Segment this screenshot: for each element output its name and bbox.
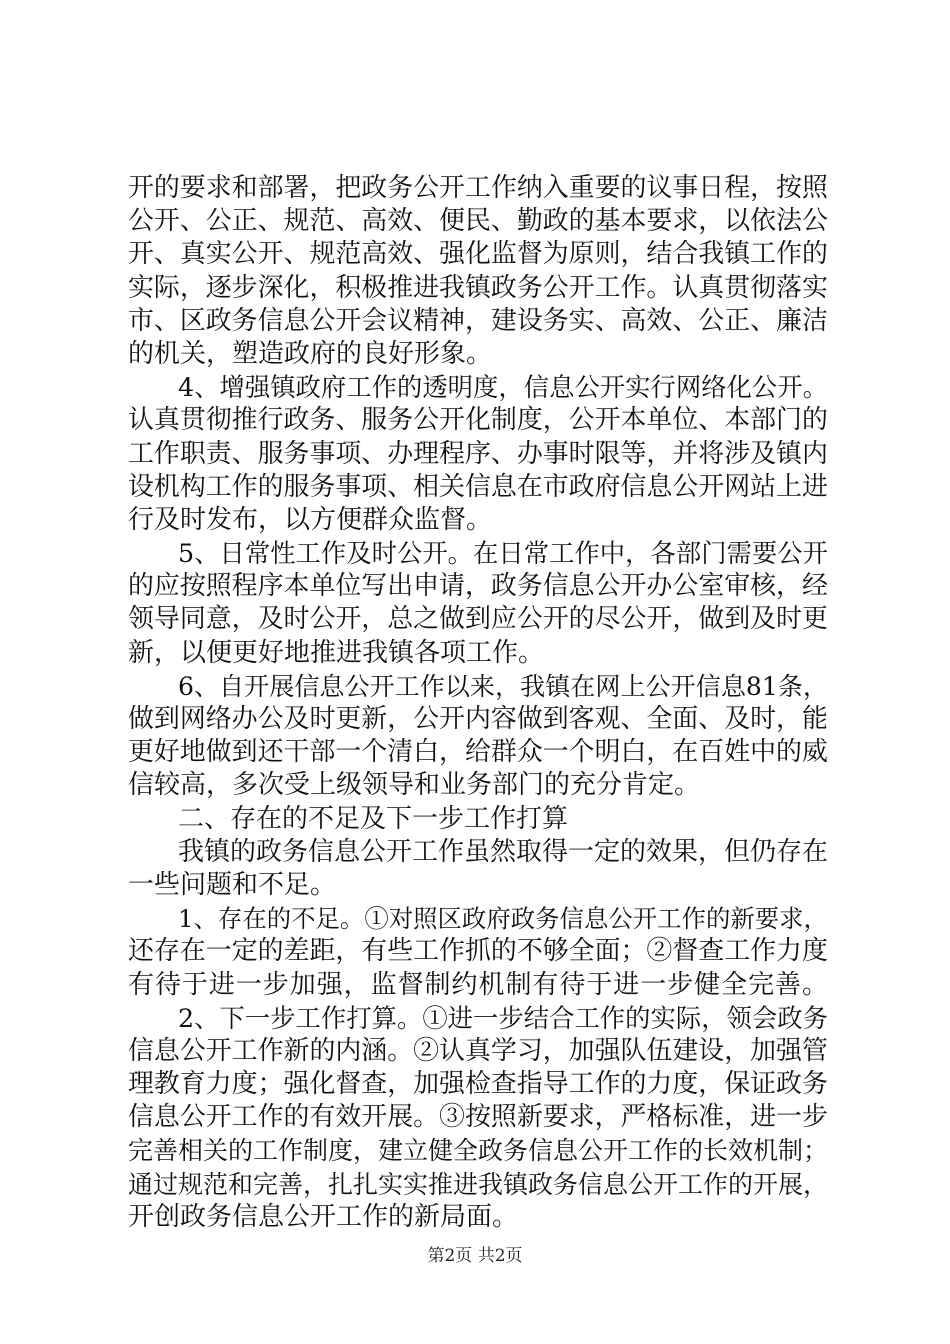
text-line: 的机关，塑造政府的良好形象。 (128, 338, 493, 369)
text-line: 做到网络办公及时更新，公开内容做到客观、全面、及时，能 (128, 704, 828, 734)
text-line: 4、增强镇政府工作的透明度，信息公开实行网络化公开。 (178, 372, 828, 403)
text-line: 有待于进一步加强，监督制约机制有待于进一步健全完善。 (128, 969, 829, 1000)
text-line: 认真贯彻推行政务、服务公开化制度，公开本单位、本部门的 (128, 405, 828, 436)
text-line: 信息公开工作新的内涵。②认真学习，加强队伍建设，加强管 (128, 1035, 828, 1066)
text-line: 一些问题和不足。 (128, 869, 337, 900)
text-line: 更好地做到还干部一个清白，给群众一个明白，在百姓中的威 (128, 737, 828, 768)
text-line: 设机构工作的服务事项、相关信息在市政府信息公开网站上进 (128, 471, 828, 502)
page-footer: 第2页 共2页 (427, 1246, 523, 1266)
text-line: 开、真实公开、规范高效、强化监督为原则，结合我镇工作的 (128, 239, 828, 270)
text-line: 理教育力度；强化督查，加强检查指导工作的力度，保证政务 (128, 1069, 828, 1100)
text-line: 领导同意，及时公开，总之做到应公开的尽公开，做到及时更 (128, 604, 828, 635)
text-line: 信息公开工作的有效开展。③按照新要求，严格标准，进一步 (128, 1102, 828, 1133)
text-line: 行及时发布，以方便群众监督。 (128, 504, 493, 535)
text-line: 实际，逐步深化，积极推进我镇政务公开工作。认真贯彻落实 (128, 272, 828, 303)
text-line: 6、自开展信息公开工作以来，我镇在网上公开信息81条， (178, 671, 829, 701)
text-line: 通过规范和完善，扎扎实实推进我镇政务信息公开工作的开展， (128, 1169, 829, 1199)
text-line: 还存在一定的差距，有些工作抓的不够全面；②督查工作力度 (128, 936, 828, 967)
text-line: 工作职责、服务事项、办理程序、办事时限等，并将涉及镇内 (128, 438, 828, 469)
text-line: 开的要求和部署，把政务公开工作纳入重要的议事日程，按照 (128, 173, 828, 203)
text-line: 的应按照程序本单位写出申请，政务信息公开办公室审核，经 (128, 571, 828, 602)
document-body (128, 172, 828, 1234)
text-line: 我镇的政务信息公开工作虽然取得一定的效果，但仍存在 (178, 836, 829, 867)
text-line: 二、存在的不足及下一步工作打算 (178, 803, 569, 834)
text-line: 1、存在的不足。①对照区政府政务信息公开工作的新要求， (178, 904, 828, 934)
text-line: 新，以便更好地推进我镇各项工作。 (128, 637, 545, 668)
text-line: 开创政务信息公开工作的新局面。 (128, 1201, 519, 1232)
text-line: 信较高，多次受上级领导和业务部门的充分肯定。 (128, 770, 701, 801)
text-line: 完善相关的工作制度，建立健全政务信息公开工作的长效机制； (128, 1136, 829, 1166)
text-line: 2、下一步工作打算。①进一步结合工作的实际，领会政务 (178, 1002, 828, 1033)
text-line: 市、区政务信息公开会议精神，建设务实、高效、公正、廉洁 (128, 305, 828, 336)
text-line: 5、日常性工作及时公开。在日常工作中，各部门需要公开 (178, 538, 828, 569)
text-line: 公开、公正、规范、高效、便民、勤政的基本要求，以依法公 (128, 206, 828, 237)
